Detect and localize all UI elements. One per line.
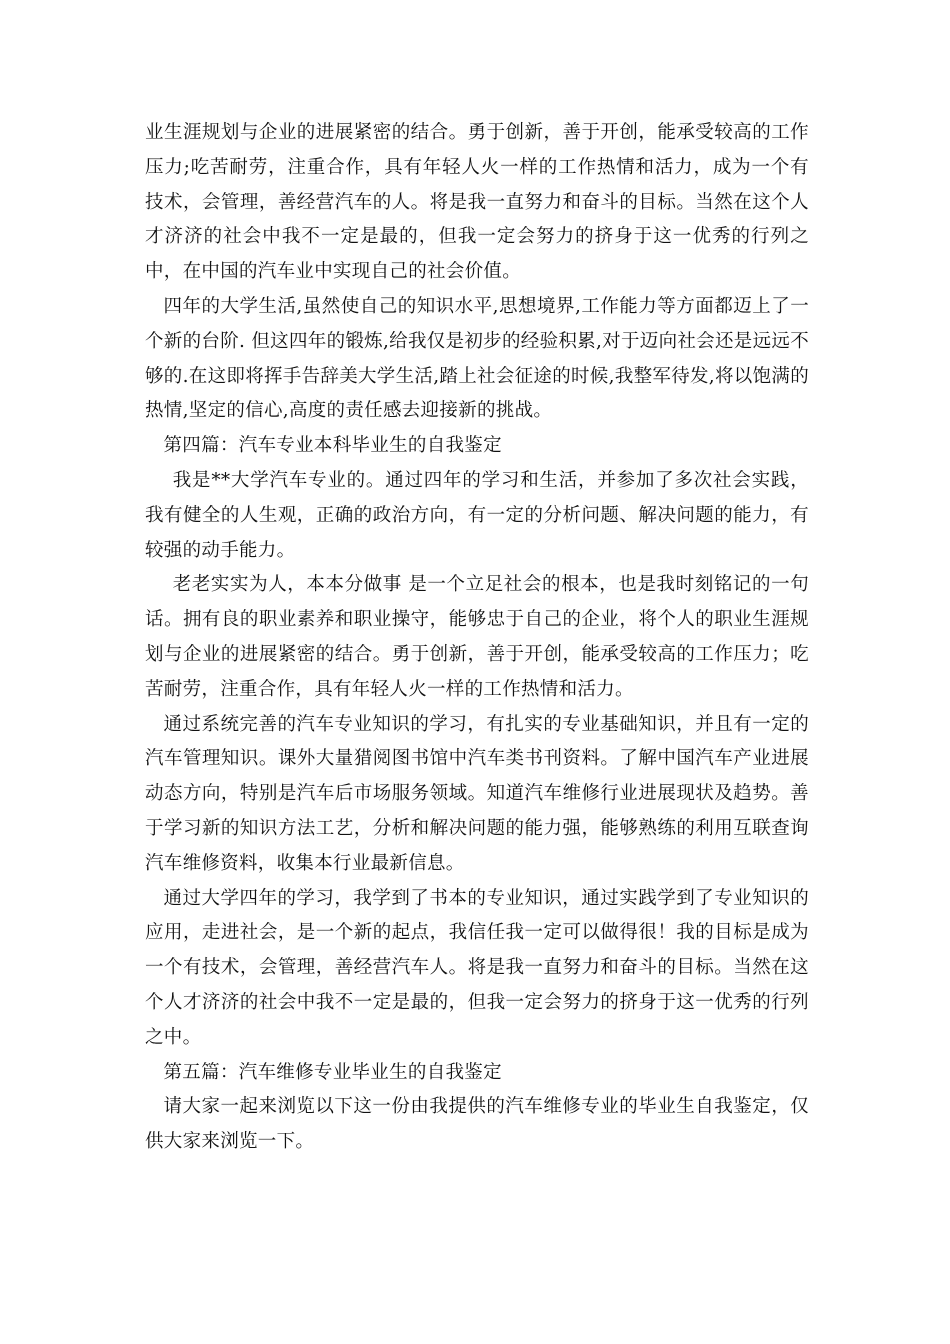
document-body bbox=[145, 116, 809, 1160]
section-heading-part-four: 第四篇：汽车专业本科毕业生的自我鉴定 bbox=[163, 435, 502, 457]
paragraph-knowledge: 通过系统完善的汽车专业知识的学习，有扎实的专业基础知识，并且有一定的汽车管理知识。课外大量猎阅图书馆中汽车类书刊资料。了解中国汽车产业进展动态方向，特别是汽车后市场服务领域。知道汽车维修行业进展现状及趋势。善于学习新的知识方法工艺，分析和解决问题的能力强，能够熟练的利用互联查询汽车维修资料，收集本行业最新信息。 bbox=[145, 713, 809, 874]
paragraph-character: 老老实实为人，本本分做事 是一个立足社会的根本，也是我时刻铭记的一句话。拥有良的职业素养和职业操守，能够忠于自己的企业，将个人的职业生涯规划与企业的进展紧密的结合。勇于创新，善于开创，能承受较高的工作压力；吃苦耐劳，注重合作，具有年轻人火一样的工作热情和活力。 bbox=[145, 574, 809, 700]
paragraph-continuation: 业生涯规划与企业的进展紧密的结合。勇于创新，善于开创，能承受较高的工作压力;吃苦耐劳，注重合作，具有年轻人火一样的工作热情和活力，成为一个有技术，会管理，善经营汽车的人。将是我一直努力和奋斗的目标。当然在这个人才济济的社会中我不一定是最的，但我一定会努力的挤身于这一优秀的行列之中，在中国的汽车业中实现自己的社会价值。 bbox=[145, 122, 809, 283]
section-heading-part-five: 第五篇：汽车维修专业毕业生的自我鉴定 bbox=[163, 1061, 502, 1083]
paragraph-self-intro: 我是**大学汽车专业的。通过四年的学习和生活，并参加了多次社会实践，我有健全的人生观，正确的政治方向，有一定的分析问题、解决问题的能力，有较强的动手能力。 bbox=[145, 469, 809, 561]
paragraph-goals: 通过大学四年的学习，我学到了书本的专业知识，通过实践学到了专业知识的应用，走进社会，是一个新的起点，我信任我一定可以做得很！我的目标是成为一个有技术，会管理，善经营汽车人。将是我一直努力和奋斗的目标。当然在这个人才济济的社会中我不一定是最的，但我一定会努力的挤身于这一优秀的行列之中。 bbox=[145, 887, 809, 1048]
paragraph-intro-part-five: 请大家一起来浏览以下这一份由我提供的汽车维修专业的毕业生自我鉴定，仅供大家来浏览一下。 bbox=[145, 1096, 809, 1153]
paragraph-university-life: 四年的大学生活,虽然使自己的知识水平,思想境界,工作能力等方面都迈上了一个新的台阶. 但这四年的锻炼,给我仅是初步的经验积累,对于迈向社会还是远远不够的.在这即将挥手告辞美大学生活,踏上社会征途的时候,我整军待发,将以饱满的热情,坚定的信心,高度的责任感去迎接新的挑战。 bbox=[145, 295, 809, 422]
